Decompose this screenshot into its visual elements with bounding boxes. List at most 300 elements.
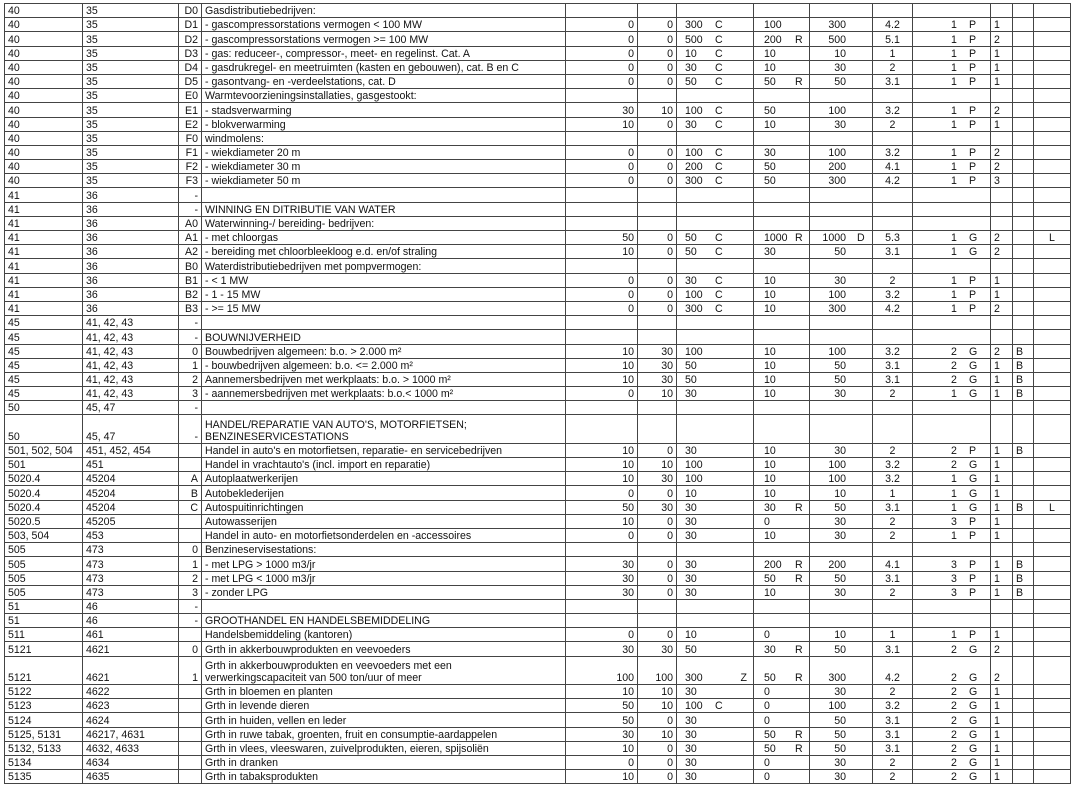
value: 200 xyxy=(828,161,846,174)
sub-code-cell: E2 xyxy=(179,117,202,131)
soil-cell: B xyxy=(1013,500,1034,514)
category-cell: 2 xyxy=(873,117,913,131)
distance-dust-cell: 0 xyxy=(638,571,677,585)
distance-hazard-cell xyxy=(754,89,810,103)
traffic-parking-cell xyxy=(913,231,991,245)
distance-noise-cell xyxy=(677,458,754,472)
largest-distance-cell xyxy=(810,770,873,784)
table-row xyxy=(5,18,1071,32)
visual-cell: 2 xyxy=(991,231,1013,245)
traffic-parking-cell xyxy=(913,273,991,287)
distance-hazard-cell xyxy=(754,628,810,642)
description-cell: - gascompressorstations vermogen >= 100 MW xyxy=(202,32,566,46)
sbi-1993-code-cell: 41 xyxy=(5,273,83,287)
flag: G xyxy=(969,771,978,784)
flag: D xyxy=(857,232,865,245)
sub-code-cell: B xyxy=(179,486,202,500)
largest-distance-cell xyxy=(810,202,873,216)
value: 30 xyxy=(834,757,846,770)
traffic-parking-cell xyxy=(913,372,991,386)
largest-distance-cell xyxy=(810,372,873,386)
flag: C xyxy=(715,47,723,60)
sbi-1993-code-cell: 40 xyxy=(5,46,83,60)
flag: R xyxy=(795,232,803,245)
value: 30 xyxy=(685,771,697,784)
visual-cell: 1 xyxy=(991,287,1013,301)
sub-code-cell: - xyxy=(179,316,202,330)
table-row xyxy=(5,685,1071,699)
sub-code-cell: - xyxy=(179,202,202,216)
air-cell xyxy=(1034,74,1071,88)
table-row xyxy=(5,231,1071,245)
table-row xyxy=(5,571,1071,585)
table-row xyxy=(5,727,1071,741)
flag: C xyxy=(715,232,723,245)
flag: C xyxy=(715,33,723,46)
table-row xyxy=(5,103,1071,117)
sbi-2008-code-cell: 41, 42, 43 xyxy=(83,316,179,330)
traffic-parking-cell xyxy=(913,685,991,699)
sbi-2008-code-cell: 41, 42, 43 xyxy=(83,358,179,372)
air-cell xyxy=(1034,4,1071,18)
value: 50 xyxy=(834,246,846,259)
air-cell xyxy=(1034,32,1071,46)
sbi-2008-code-cell: 451 xyxy=(83,458,179,472)
distance-noise-cell xyxy=(677,699,754,713)
air-cell xyxy=(1034,372,1071,386)
sub-code-cell: - xyxy=(179,188,202,202)
description-cell: - gas: reduceer-, compressor-, meet- en regelinst. Cat. A xyxy=(202,46,566,60)
value: 2 xyxy=(951,672,957,685)
largest-distance-cell xyxy=(810,301,873,315)
soil-cell xyxy=(1013,685,1034,699)
largest-distance-cell xyxy=(810,316,873,330)
sbi-2008-code-cell: 473 xyxy=(83,571,179,585)
value: 30 xyxy=(834,515,846,528)
air-cell xyxy=(1034,287,1071,301)
visual-cell: 2 xyxy=(991,642,1013,656)
value: 300 xyxy=(685,175,703,188)
category-cell xyxy=(873,202,913,216)
distance-noise-cell xyxy=(677,273,754,287)
sbi-1993-code-cell: 41 xyxy=(5,259,83,273)
soil-cell: B xyxy=(1013,443,1034,457)
value: 2 xyxy=(951,459,957,472)
sbi-2008-code-cell: 4622 xyxy=(83,685,179,699)
description-cell: Warmtevoorzieningsinstallaties, gasgestookt: xyxy=(202,89,566,103)
value: 1 xyxy=(951,473,957,486)
value: 3 xyxy=(951,558,957,571)
distance-hazard-cell xyxy=(754,273,810,287)
sub-code-cell: C xyxy=(179,500,202,514)
value: 10 xyxy=(764,118,776,131)
distance-odour-cell: 10 xyxy=(566,245,638,259)
category-cell xyxy=(873,543,913,557)
distance-hazard-cell xyxy=(754,486,810,500)
largest-distance-cell xyxy=(810,585,873,599)
sbi-1993-code-cell: 505 xyxy=(5,543,83,557)
description-cell: - met chloorgas xyxy=(202,231,566,245)
soil-cell xyxy=(1013,472,1034,486)
category-cell: 1 xyxy=(873,628,913,642)
flag: C xyxy=(715,104,723,117)
value: 1 xyxy=(951,33,957,46)
air-cell xyxy=(1034,358,1071,372)
soil-cell: B xyxy=(1013,387,1034,401)
distance-noise-cell xyxy=(677,628,754,642)
largest-distance-cell xyxy=(810,685,873,699)
distance-noise-cell xyxy=(677,216,754,230)
sbi-2008-code-cell: 451, 452, 454 xyxy=(83,443,179,457)
value: 30 xyxy=(764,246,776,259)
sbi-1993-code-cell: 45 xyxy=(5,358,83,372)
distance-odour-cell: 50 xyxy=(566,500,638,514)
distance-hazard-cell xyxy=(754,500,810,514)
distance-dust-cell: 0 xyxy=(638,770,677,784)
visual-cell: 1 xyxy=(991,699,1013,713)
value: 10 xyxy=(764,303,776,316)
sbi-1993-code-cell: 501 xyxy=(5,458,83,472)
sbi-1993-code-cell: 41 xyxy=(5,231,83,245)
table-row xyxy=(5,528,1071,542)
table-row xyxy=(5,287,1071,301)
distance-odour-cell: 0 xyxy=(566,46,638,60)
traffic-parking-cell xyxy=(913,599,991,613)
distance-noise-cell xyxy=(677,770,754,784)
description-cell: - aannemersbedrijven met werkplaats: b.o.< 1000 m² xyxy=(202,387,566,401)
value: 50 xyxy=(834,501,846,514)
distance-noise-cell xyxy=(677,401,754,415)
sbi-1993-code-cell: 41 xyxy=(5,287,83,301)
flag: P xyxy=(969,76,977,89)
soil-cell xyxy=(1013,32,1034,46)
soil-cell xyxy=(1013,528,1034,542)
value: 50 xyxy=(685,232,697,245)
traffic-parking-cell xyxy=(913,131,991,145)
value: 30 xyxy=(685,686,697,699)
distance-odour-cell xyxy=(566,188,638,202)
category-cell xyxy=(873,415,913,443)
air-cell xyxy=(1034,656,1071,684)
table-row xyxy=(5,557,1071,571)
distance-odour-cell xyxy=(566,599,638,613)
sub-code-cell: 1 xyxy=(179,557,202,571)
value: 30 xyxy=(834,445,846,458)
air-cell xyxy=(1034,188,1071,202)
sbi-1993-code-cell: 5125, 5131 xyxy=(5,727,83,741)
value: 1 xyxy=(951,501,957,514)
value: 200 xyxy=(828,558,846,571)
distance-hazard-cell xyxy=(754,528,810,542)
distance-hazard-cell xyxy=(754,32,810,46)
category-cell: 2 xyxy=(873,770,913,784)
distance-dust-cell: 30 xyxy=(638,500,677,514)
category-cell: 3.1 xyxy=(873,372,913,386)
soil-cell xyxy=(1013,273,1034,287)
flag: R xyxy=(795,672,803,685)
table-row xyxy=(5,628,1071,642)
value: 30 xyxy=(764,501,776,514)
description-cell: windmolens: xyxy=(202,131,566,145)
description-cell: GROOTHANDEL EN HANDELSBEMIDDELING xyxy=(202,614,566,628)
sub-code-cell: D0 xyxy=(179,4,202,18)
soil-cell xyxy=(1013,514,1034,528)
distance-hazard-cell xyxy=(754,131,810,145)
distance-hazard-cell xyxy=(754,755,810,769)
distance-noise-cell xyxy=(677,287,754,301)
sub-code-cell: 3 xyxy=(179,387,202,401)
soil-cell xyxy=(1013,145,1034,159)
traffic-parking-cell xyxy=(913,316,991,330)
flag: G xyxy=(969,672,978,685)
visual-cell: 2 xyxy=(991,344,1013,358)
distance-dust-cell xyxy=(638,316,677,330)
traffic-parking-cell xyxy=(913,713,991,727)
value: 10 xyxy=(764,445,776,458)
largest-distance-cell xyxy=(810,543,873,557)
soil-cell xyxy=(1013,330,1034,344)
sbi-1993-code-cell: 40 xyxy=(5,160,83,174)
distance-odour-cell: 30 xyxy=(566,571,638,585)
distance-noise-cell xyxy=(677,755,754,769)
value: 30 xyxy=(685,530,697,543)
distance-odour-cell: 50 xyxy=(566,699,638,713)
distance-odour-cell: 10 xyxy=(566,458,638,472)
sbi-1993-code-cell: 45 xyxy=(5,372,83,386)
distance-dust-cell: 0 xyxy=(638,245,677,259)
sub-code-cell: - xyxy=(179,415,202,443)
table-row xyxy=(5,89,1071,103)
value: 10 xyxy=(764,487,776,500)
visual-cell: 1 xyxy=(991,755,1013,769)
distance-hazard-cell xyxy=(754,443,810,457)
distance-noise-cell xyxy=(677,486,754,500)
value: 50 xyxy=(834,572,846,585)
sbi-2008-code-cell: 35 xyxy=(83,131,179,145)
flag: P xyxy=(969,303,977,316)
visual-cell: 1 xyxy=(991,514,1013,528)
value: 50 xyxy=(685,374,697,387)
air-cell xyxy=(1034,415,1071,443)
table-row xyxy=(5,358,1071,372)
air-cell xyxy=(1034,103,1071,117)
value: 100 xyxy=(764,19,782,32)
flag: C xyxy=(715,246,723,259)
value: 2 xyxy=(951,700,957,713)
category-cell: 2 xyxy=(873,585,913,599)
description-cell: Bouwbedrijven algemeen: b.o. > 2.000 m² xyxy=(202,344,566,358)
traffic-parking-cell xyxy=(913,188,991,202)
description-cell: Grth in huiden, vellen en leder xyxy=(202,713,566,727)
sbi-1993-code-cell: 40 xyxy=(5,60,83,74)
value: 300 xyxy=(828,19,846,32)
value: 2 xyxy=(951,345,957,358)
sub-code-cell: D2 xyxy=(179,32,202,46)
largest-distance-cell xyxy=(810,387,873,401)
soil-cell xyxy=(1013,188,1034,202)
distance-noise-cell xyxy=(677,316,754,330)
value: 50 xyxy=(764,742,776,755)
traffic-parking-cell xyxy=(913,60,991,74)
table-row xyxy=(5,188,1071,202)
distance-noise-cell xyxy=(677,117,754,131)
table-row xyxy=(5,245,1071,259)
air-cell xyxy=(1034,685,1071,699)
flag: P xyxy=(969,445,977,458)
distance-odour-cell xyxy=(566,4,638,18)
category-cell: 3.1 xyxy=(873,74,913,88)
distance-dust-cell: 30 xyxy=(638,372,677,386)
value: 30 xyxy=(685,118,697,131)
air-cell xyxy=(1034,344,1071,358)
value: 1000 xyxy=(764,232,788,245)
distance-hazard-cell xyxy=(754,770,810,784)
category-cell: 1 xyxy=(873,486,913,500)
sub-code-cell xyxy=(179,741,202,755)
distance-odour-cell: 30 xyxy=(566,727,638,741)
value: 100 xyxy=(828,459,846,472)
soil-cell xyxy=(1013,231,1034,245)
value: 100 xyxy=(828,104,846,117)
distance-odour-cell: 0 xyxy=(566,32,638,46)
distance-hazard-cell xyxy=(754,585,810,599)
visual-cell xyxy=(991,599,1013,613)
value: 50 xyxy=(764,672,776,685)
value: 10 xyxy=(764,345,776,358)
category-cell: 4.1 xyxy=(873,160,913,174)
description-cell: - bouwbedrijven algemeen: b.o. <= 2.000 m² xyxy=(202,358,566,372)
sub-code-cell: F0 xyxy=(179,131,202,145)
visual-cell: 1 xyxy=(991,727,1013,741)
table-body xyxy=(5,4,1071,784)
flag: G xyxy=(969,742,978,755)
sbi-1993-code-cell: 5122 xyxy=(5,685,83,699)
distance-hazard-cell xyxy=(754,245,810,259)
description-cell xyxy=(202,188,566,202)
traffic-parking-cell xyxy=(913,216,991,230)
value: 50 xyxy=(834,742,846,755)
sbi-2008-code-cell: 36 xyxy=(83,216,179,230)
flag: C xyxy=(715,288,723,301)
sbi-2008-code-cell: 41, 42, 43 xyxy=(83,372,179,386)
value: 10 xyxy=(764,288,776,301)
flag: P xyxy=(969,147,977,160)
traffic-parking-cell xyxy=(913,259,991,273)
distance-odour-cell: 0 xyxy=(566,528,638,542)
value: 1 xyxy=(951,232,957,245)
distance-odour-cell: 10 xyxy=(566,358,638,372)
value: 1 xyxy=(951,487,957,500)
visual-cell xyxy=(991,4,1013,18)
flag: P xyxy=(969,586,977,599)
value: 10 xyxy=(764,530,776,543)
category-cell: 3.1 xyxy=(873,245,913,259)
sub-code-cell: 0 xyxy=(179,543,202,557)
description-cell: HANDEL/REPARATIE VAN AUTO'S, MOTORFIETSEN; BENZINESERVICESTATIONS xyxy=(202,415,566,443)
distance-odour-cell: 10 xyxy=(566,741,638,755)
value: 30 xyxy=(685,742,697,755)
flag: C xyxy=(715,161,723,174)
flag: G xyxy=(969,459,978,472)
soil-cell xyxy=(1013,202,1034,216)
table-row xyxy=(5,656,1071,684)
flag: G xyxy=(969,643,978,656)
description-cell: - met LPG < 1000 m3/jr xyxy=(202,571,566,585)
air-cell xyxy=(1034,60,1071,74)
visual-cell xyxy=(991,330,1013,344)
sbi-1993-code-cell: 5121 xyxy=(5,656,83,684)
sub-code-cell: 2 xyxy=(179,571,202,585)
soil-cell xyxy=(1013,543,1034,557)
value: 2 xyxy=(951,742,957,755)
distance-dust-cell: 10 xyxy=(638,458,677,472)
table-row xyxy=(5,514,1071,528)
value: 50 xyxy=(685,76,697,89)
distance-hazard-cell xyxy=(754,543,810,557)
distance-dust-cell: 10 xyxy=(638,727,677,741)
value: 100 xyxy=(685,700,703,713)
sub-code-cell: B0 xyxy=(179,259,202,273)
air-cell xyxy=(1034,245,1071,259)
largest-distance-cell xyxy=(810,103,873,117)
distance-dust-cell xyxy=(638,216,677,230)
sbi-2008-code-cell: 4635 xyxy=(83,770,179,784)
category-cell: 3.1 xyxy=(873,727,913,741)
soil-cell xyxy=(1013,301,1034,315)
sub-code-cell: A1 xyxy=(179,231,202,245)
flag: P xyxy=(969,288,977,301)
distance-odour-cell: 30 xyxy=(566,642,638,656)
sub-code-cell xyxy=(179,458,202,472)
sbi-2008-code-cell: 35 xyxy=(83,89,179,103)
traffic-parking-cell xyxy=(913,160,991,174)
distance-noise-cell xyxy=(677,599,754,613)
description-cell: - wiekdiameter 50 m xyxy=(202,174,566,188)
category-cell: 2 xyxy=(873,514,913,528)
sbi-2008-code-cell: 453 xyxy=(83,528,179,542)
visual-cell: 1 xyxy=(991,628,1013,642)
sbi-2008-code-cell: 4621 xyxy=(83,642,179,656)
largest-distance-cell xyxy=(810,727,873,741)
distance-dust-cell: 10 xyxy=(638,103,677,117)
sub-code-cell: 1 xyxy=(179,656,202,684)
distance-hazard-cell xyxy=(754,344,810,358)
sub-code-cell xyxy=(179,528,202,542)
sbi-2008-code-cell: 35 xyxy=(83,4,179,18)
sub-code-cell xyxy=(179,755,202,769)
value: 10 xyxy=(764,388,776,401)
soil-cell xyxy=(1013,713,1034,727)
sbi-1993-code-cell: 41 xyxy=(5,202,83,216)
traffic-parking-cell xyxy=(913,301,991,315)
distance-dust-cell: 0 xyxy=(638,741,677,755)
sbi-1993-code-cell: 45 xyxy=(5,344,83,358)
value: 10 xyxy=(764,61,776,74)
distance-hazard-cell xyxy=(754,259,810,273)
visual-cell: 1 xyxy=(991,443,1013,457)
category-cell xyxy=(873,259,913,273)
soil-cell xyxy=(1013,60,1034,74)
value: 1 xyxy=(951,274,957,287)
visual-cell: 2 xyxy=(991,32,1013,46)
description-cell: - stadsverwarming xyxy=(202,103,566,117)
sbi-1993-code-cell: 5020.5 xyxy=(5,514,83,528)
visual-cell: 1 xyxy=(991,458,1013,472)
value: 50 xyxy=(834,728,846,741)
traffic-parking-cell xyxy=(913,628,991,642)
description-cell: Grth in akkerbouwprodukten en veevoeders met een verwerkingscapaciteit van 500 ton/uur of meer xyxy=(202,656,566,684)
value: 30 xyxy=(764,643,776,656)
